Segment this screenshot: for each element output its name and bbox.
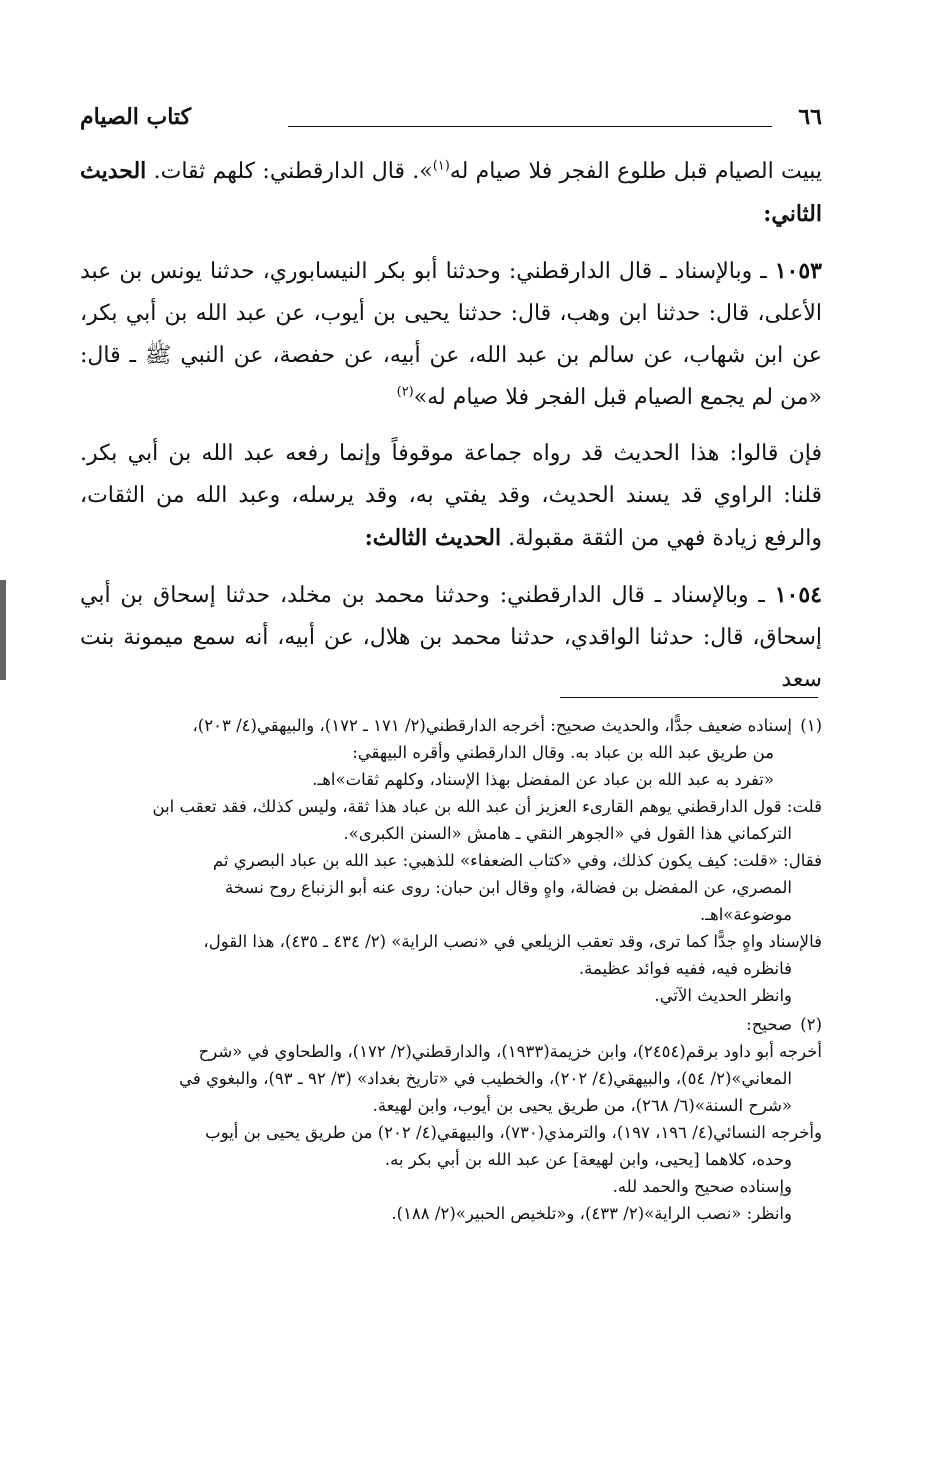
main-text [80,150,822,715]
scan-edge-mark [0,580,6,680]
footnote-separator [560,697,818,698]
p3-text: فإن قالوا: هذا الحديث قد رواه جماعة موقوفاً وإنما رفعه عبد الله بن أبي بكر. قلنا: الراوي قد يسند الحديث، وقد يفتي به، وقد يرسله، وعبد الله من الثقات، والرفع زيادة فهي من الثقة مقبولة. [80,441,822,551]
paragraph-3 [80,433,822,560]
paragraph-2 [80,250,822,419]
footnote-line: وأخرجه النسائي(٤/ ١٩٦، ١٩٧)، والترمذي(٧٣٠)، والبيهقي(٤/ ٢٠٢) من طريق يحيى بن أيوب [205,1123,822,1142]
heading-second-hadith: الحديث الثاني: [80,158,822,227]
footnote-line: وانظر: «نصب الراية»(٢/ ٤٣٣)، و«تلخيص الحبير»(٢/ ١٨٨). [391,1204,792,1223]
footnote-line: صحيح: [746,1015,792,1034]
page-header [80,102,822,138]
footnote-line: وحده، كلاهما [يحيى، وابن لهيعة] عن عبد الله بن أبي بكر به. [384,1150,792,1169]
hadith-number-1053: ١٠٥٣ [774,258,822,284]
footnote-line: «تفرد به عبد الله بن عباد عن المفضل بهذا الإسناد، وكلهم ثقات»اهـ. [312,770,774,789]
footnote-line: موضوعة»اهـ. [699,905,792,924]
footnote-line: المعاني»(٢/ ٥٤)، والبيهقي(٤/ ٢٠٢)، والخطيب في «تاريخ بغداد» (٣/ ٩٢ ـ ٩٣)، والبغوي في [179,1069,792,1088]
footnote-2 [80,1011,822,1227]
footnote-line: فقال: «قلت: كيف يكون كذلك، وفي «كتاب الضعفاء» للذهبي: عبد الله بن عباد البصري ثم [212,851,822,870]
footnote-line: أخرجه أبو داود برقم(٢٤٥٤)، وابن خزيمة(١٩٣٣)، والدارقطني(٢/ ١٧٢)، والطحاوي في «شرح [198,1042,822,1061]
footnote-ref-2: (٢) [396,384,414,400]
header-rule [288,126,772,127]
footnote-line: من طريق عبد الله بن عباد به. وقال الدارقطني وأقره البيهقي: [352,743,774,762]
footnote-1-label: (١) [800,716,822,735]
footnote-1 [80,712,822,1009]
footnote-2-label: (٢) [800,1015,822,1034]
footnote-line: وانظر الحديث الآتي. [654,986,792,1005]
p1-text-2: ». قال الدارقطني: كلهم ثقات. [153,159,433,184]
footnote-ref-1: (١) [432,158,450,174]
footnote-line: قلت: قول الدارقطني يوهم القارىء العزيز أن عبد الله بن عباد هذا ثقة، وليس كذلك، فقد تعقب ابن [152,797,822,816]
footnotes [80,712,822,1229]
paragraph-1 [80,150,822,236]
footnote-line: وإسناده صحيح والحمد لله. [612,1177,792,1196]
footnote-line: إسناده ضعيف جدًّا، والحديث صحيح: أخرجه الدارقطني(٢/ ١٧١ ـ ١٧٢)، والبيهقي(٤/ ٢٠٣)، [192,716,792,735]
footnote-line: فانظره فيه، ففيه فوائد عظيمة. [578,959,792,978]
heading-third-hadith: الحديث الثالث: [364,525,502,551]
p1-text: يبيت الصيام قبل طلوع الفجر فلا صيام له [449,159,822,184]
paragraph-4 [80,574,822,701]
book-title: كتاب الصيام [80,104,192,130]
footnote-line: التركماني هذا القول في «الجوهر النقي ـ هامش «السنن الكبرى». [343,824,792,843]
page-number: ٦٦ [798,104,822,130]
p4-text: ـ وبالإسناد ـ قال الدارقطني: وحدثنا محمد بن مخلد، حدثنا إسحاق بن أبي إسحاق، قال: حدثنا الواقدي، حدثنا محمد بن هلال، عن أبيه، أنه سمع ميمونة بنت سعد [80,583,822,692]
footnote-line: «شرح السنة»(٦/ ٢٦٨)، من طريق يحيى بن أيوب، وابن لهيعة. [372,1096,792,1115]
footnote-line: المصري، عن المفضل بن فضالة، واهٍ وقال ابن حبان: روى عنه أبو الزنباع روح نسخة [225,878,792,897]
footnote-line: فالإسناد واهٍ جدًّا كما ترى، وقد تعقب الزيلعي في «نصب الراية» (٢/ ٤٣٤ ـ ٤٣٥)، هذا القول، [203,932,822,951]
p2-text: ـ وبالإسناد ـ قال الدارقطني: وحدثنا أبو بكر النيسابوري، حدثنا يونس بن عبد الأعلى، قال: حدثنا ابن وهب، قال: حدثنا يحيى بن أيوب، عن عبد الله بن أبي بكر، عن ابن شهاب، عن سالم بن عبد الله، عن أبيه، عن حفصة، عن النبي ﷺ ـ قال: «من لم يجمع الصيام قبل الفجر فلا صيام له» [80,259,822,410]
hadith-number-1054: ١٠٥٤ [774,582,822,608]
